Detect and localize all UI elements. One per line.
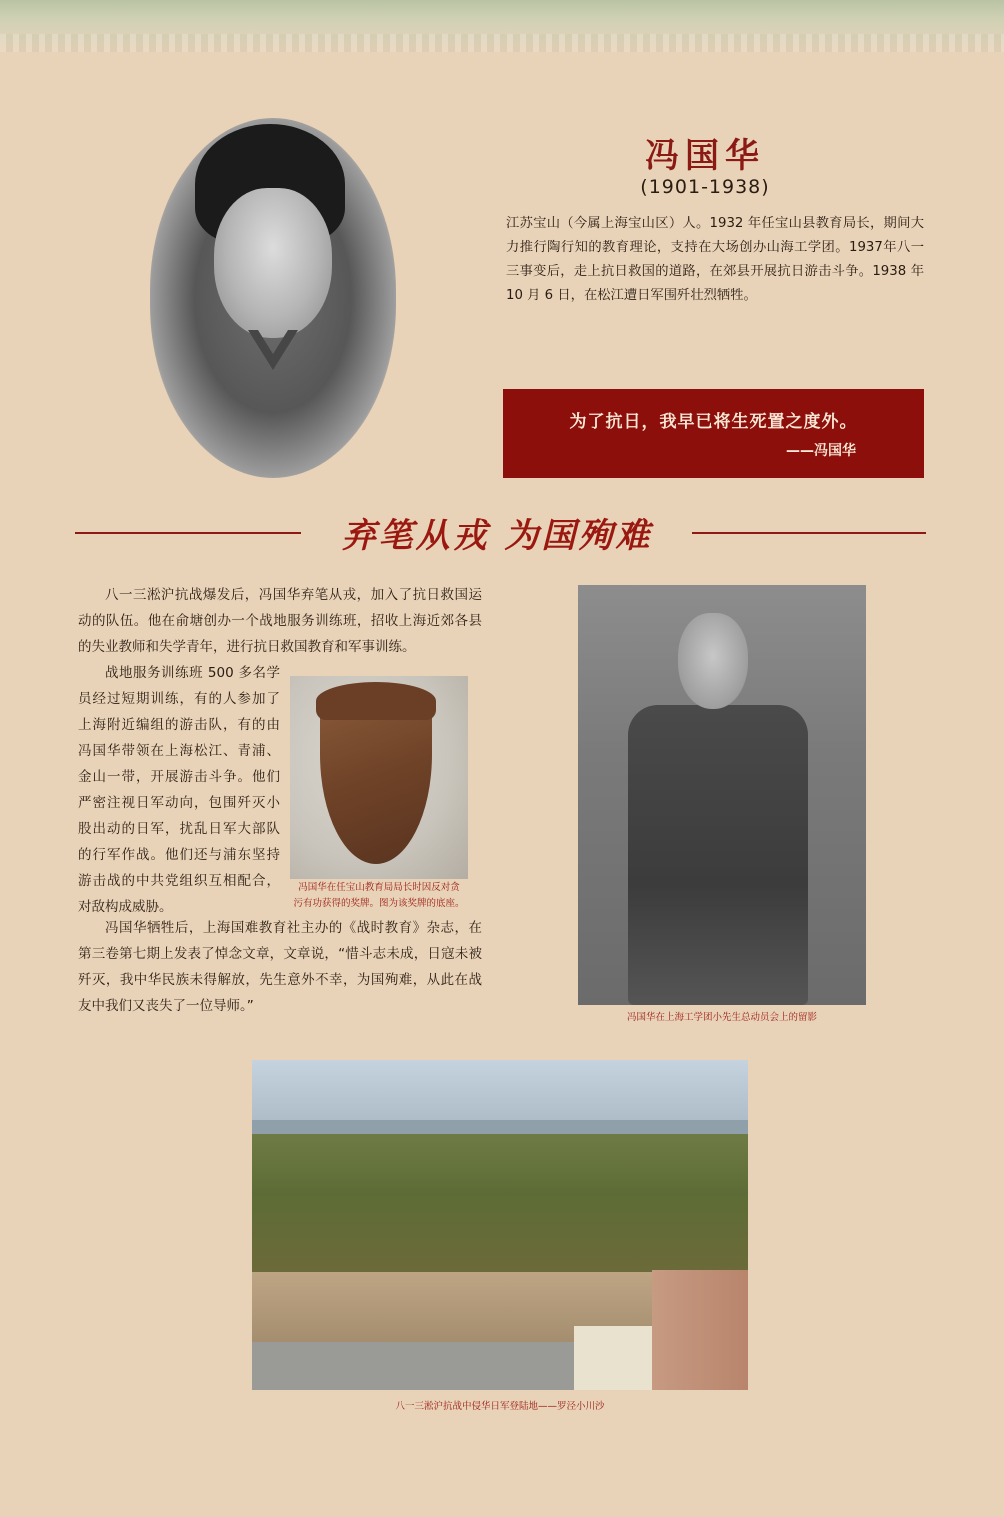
landscape-photo xyxy=(252,1060,748,1390)
person-bio: 江苏宝山（今属上海宝山区）人。1932 年任宝山县教育局长，期间大力推行陶行知的教育理论，支持在大场创办山海工学团。1937年八一三事变后，走上抗日救国的道路，在郊县开展抗日游击斗争。1938 年 10 月 6 日，在松江遭日军围歼壮烈牺牲。 xyxy=(506,216,924,303)
standing-photo-caption: 冯国华在上海工学团小先生总动员会上的留影 xyxy=(626,1012,817,1023)
landscape-photo-caption: 八一三淞沪抗战中侵华日军登陆地——罗泾小川沙 xyxy=(395,1401,605,1412)
badge-caption-line-1: 冯国华在任宝山教育局局长时因反对贪 xyxy=(298,882,460,893)
badge-photo xyxy=(290,676,468,879)
landscape-pillar xyxy=(652,1270,748,1390)
landscape-grass xyxy=(252,1134,748,1284)
section-rule-left xyxy=(75,532,301,534)
badge-caption xyxy=(290,880,468,912)
quote-text: 为了抗日，我早已将生死置之度外。 xyxy=(569,412,858,432)
quote-box xyxy=(503,389,924,478)
article-paragraph-2: 战地服务训练班 500 多名学员经过短期训练，有的人参加了上海附近编组的游击队，有的由冯国华带领在上海松江、青浦、金山一带，开展游击斗争。他们严密注视日军动向，包围歼灭小股出动的日军，扰乱日军大部队的行军作战。他们还与浦东坚持游击战的中共党组织互相配合，对敌构成威胁。 xyxy=(78,665,280,915)
article-paragraph-3: 冯国华牺牲后，上海国难教育社主办的《战时教育》杂志，在第三卷第七期上发表了悼念文章，文章说，“惜斗志未成，日寇未被歼灭，我中华民族未得解放，先生意外不幸，为国殉难，从此在战友中我们又丧失了一位导师。” xyxy=(78,920,482,1014)
landscape-water xyxy=(252,1120,748,1134)
badge-caption-line-2: 污有功获得的奖牌。图为该奖牌的底座。 xyxy=(293,898,465,909)
decorative-top-band xyxy=(0,0,1004,52)
article-paragraph-1: 八一三淞沪抗战爆发后，冯国华弃笔从戎，加入了抗日救国运动的队伍。他在俞塘创办一个战地服务训练班，招收上海近郊各县的失业教师和失学青年，进行抗日救国教育和军事训练。 xyxy=(78,587,482,655)
section-rule-right xyxy=(692,532,926,534)
person-name: 冯国华 xyxy=(645,136,765,176)
person-years: (1901-1938) xyxy=(640,176,770,198)
standing-figure-body xyxy=(628,705,808,1005)
portrait-face xyxy=(214,188,332,338)
landscape-sky xyxy=(252,1060,748,1120)
standing-photo xyxy=(578,585,866,1005)
badge-crown xyxy=(316,682,436,720)
standing-figure-head xyxy=(678,613,748,709)
section-title: 弃笔从戎 为国殉难 xyxy=(341,516,653,556)
portrait-photo xyxy=(150,118,396,478)
landscape-stone-block xyxy=(574,1326,664,1390)
quote-author: ——冯国华 xyxy=(786,443,856,459)
